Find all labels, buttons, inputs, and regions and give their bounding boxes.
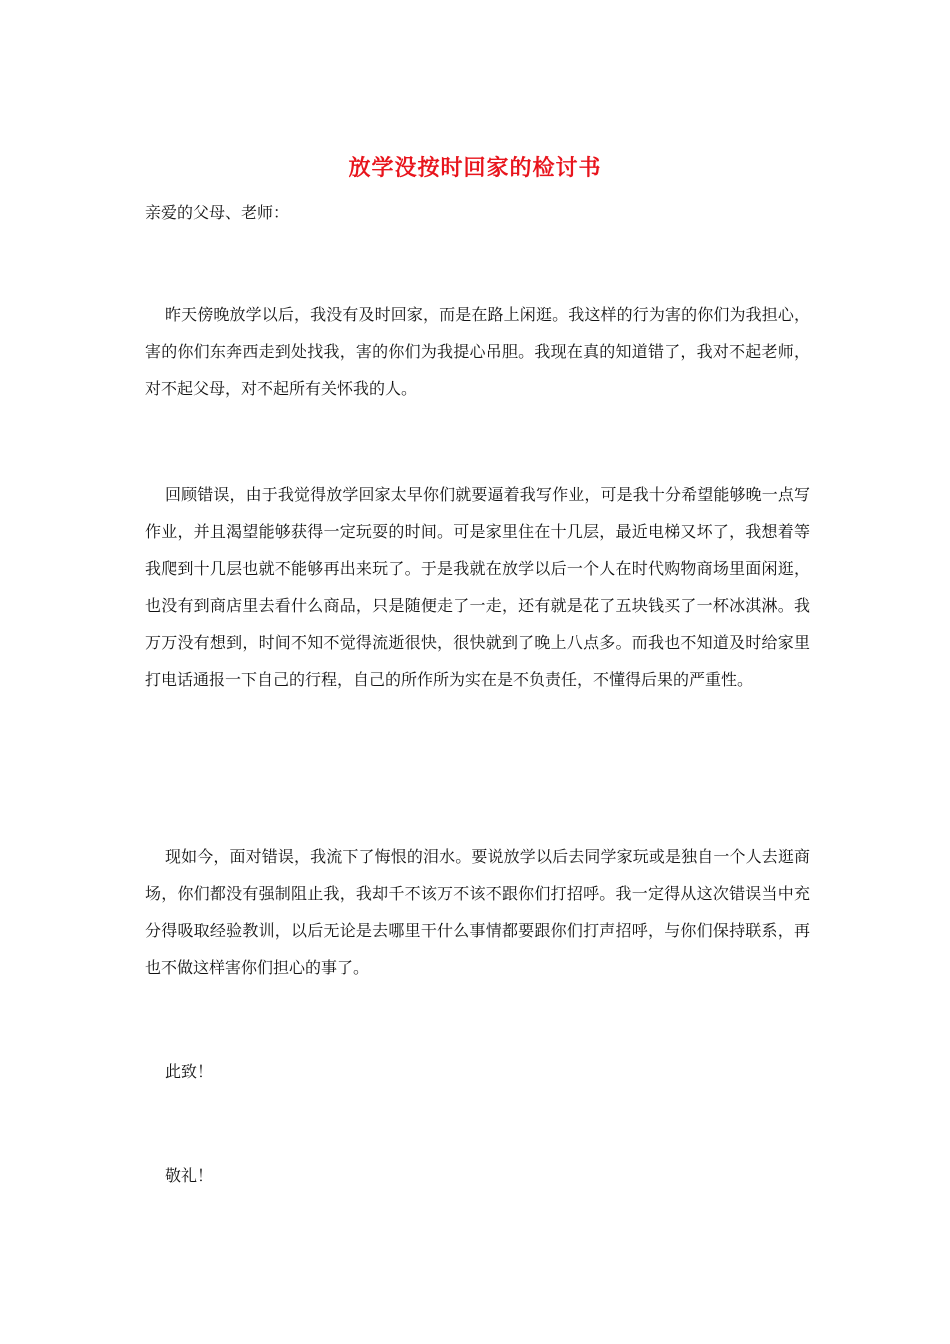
paragraph-2: 回顾错误，由于我觉得放学回家太早你们就要逼着我写作业，可是我十分希望能够晚一点写作业，并且渴望能够获得一定玩耍的时间。可是家里住在十几层，最近电梯又坏了，我想着等我爬到十几层也就不能够再出来玩了。于是我就在放学以后一个人在时代购物商场里面闲逛，也没有到商店里去看什么商品，只是随便走了一走，还有就是花了五块钱买了一杯冰淇淋。我万万没有想到，时间不知不觉得流逝很快，很快就到了晚上八点多。而我也不知道及时给家里打电话通报一下自己的行程，自己的所作所为实在是不负责任，不懂得后果的严重性。	[145, 485, 810, 689]
document-title: 放学没按时回家的检讨书	[348, 155, 602, 181]
closing-line-2: 敬礼！	[165, 1166, 214, 1185]
closing-line-1: 此致！	[165, 1062, 214, 1081]
paragraph-1: 昨天傍晚放学以后，我没有及时回家，而是在路上闲逛。我这样的行为害的你们为我担心，害的你们东奔西走到处找我，害的你们为我提心吊胆。我现在真的知道错了，我对不起老师，对不起父母，对不起所有关怀我的人。	[145, 305, 810, 398]
salutation: 亲爱的父母、老师：	[145, 203, 290, 222]
paragraph-3: 现如今，面对错误，我流下了悔恨的泪水。要说放学以后去同学家玩或是独自一个人去逛商场，你们都没有强制阻止我，我却千不该万不该不跟你们打招呼。我一定得从这次错误当中充分得吸取经验教训，以后无论是去哪里干什么事情都要跟你们打声招呼，与你们保持联系，再也不做这样害你们担心的事了。	[145, 847, 810, 977]
